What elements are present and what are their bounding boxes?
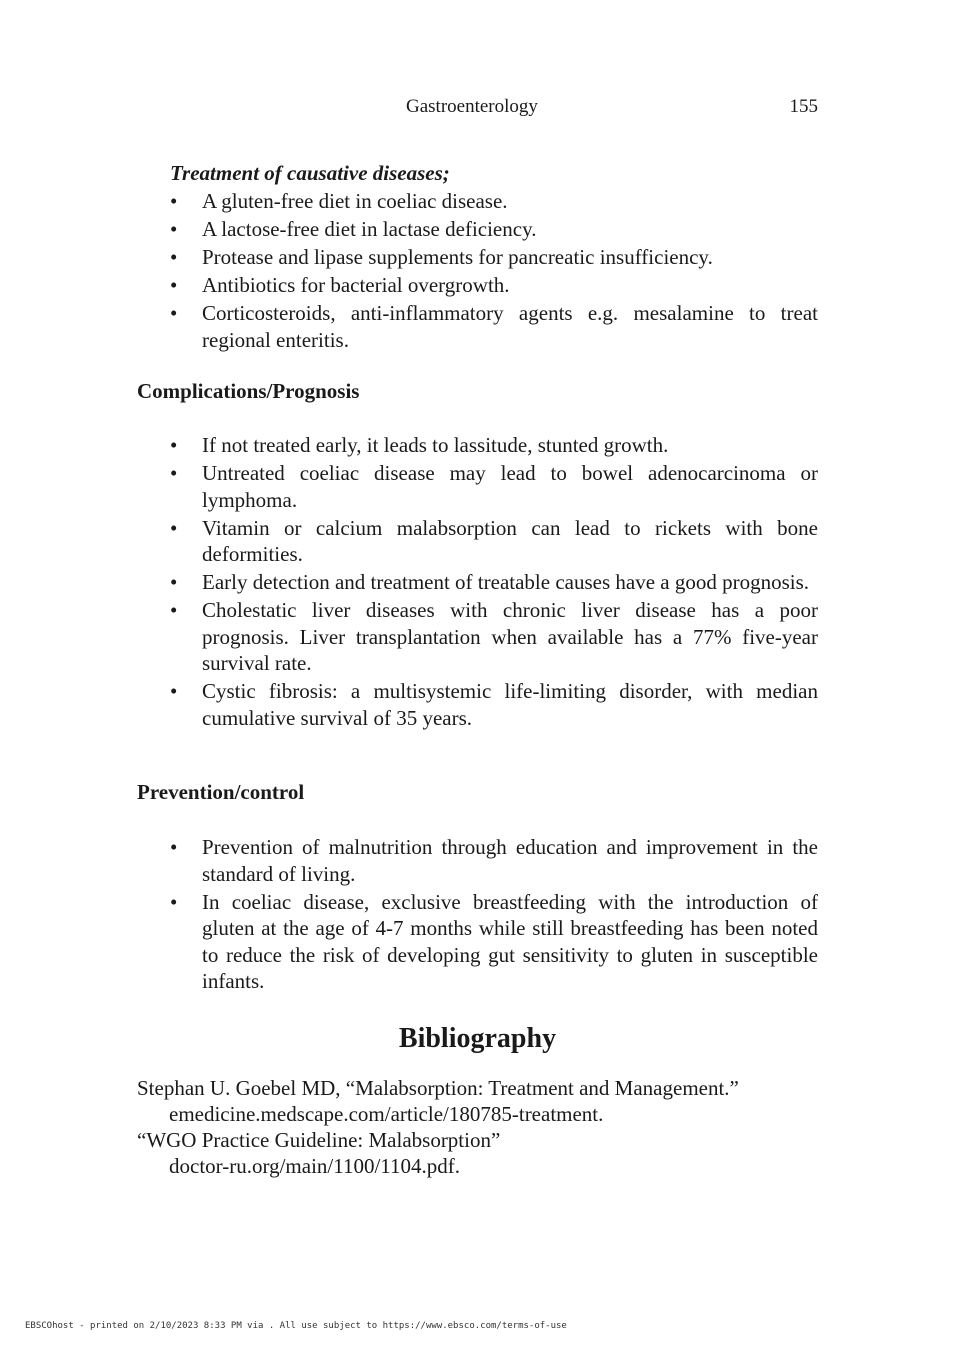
bibliography-heading: Bibliography xyxy=(398,1023,557,1054)
list-item: • Untreated coeliac disease may lead to bowel adenocarcinoma or lymphoma. xyxy=(170,461,818,512)
list-item: • Cystic fibrosis: a multisystemic life-limiting disorder, with median cumulative survival of 35 years. xyxy=(170,679,818,730)
bullet-icon: • xyxy=(170,679,178,703)
reference-entry xyxy=(137,1127,818,1179)
treatment-list xyxy=(170,188,818,355)
list-item: • Vitamin or calcium malabsorption can lead to rickets with bone deformities. xyxy=(170,515,818,566)
complications-list xyxy=(170,432,818,733)
reference-citation: “WGO Practice Guideline: Malabsorption” xyxy=(137,1128,501,1152)
list-item: • Cholestatic liver diseases with chronic liver disease has a poor prognosis. Liver transplantation when available has a 77% five-year survival rate. xyxy=(170,598,818,675)
bullet-icon: • xyxy=(170,245,178,269)
list-item: • Prevention of malnutrition through education and improvement in the standard of living. xyxy=(170,835,818,886)
list-item: • If not treated early, it leads to lassitude, stunted growth. xyxy=(170,433,669,457)
bullet-icon: • xyxy=(170,301,178,325)
list-item: • In coeliac disease, exclusive breastfeeding with the introduction of gluten at the age of 4-7 months while still breastfeeding has been noted to reduce the risk of developing gut sensitivity to gluten in susceptible infants. xyxy=(170,889,818,993)
list-item: • A gluten-free diet in coeliac disease. xyxy=(170,189,508,213)
running-header: Gastroenterology xyxy=(406,96,538,117)
list-item: • Protease and lipase supplements for pancreatic insufficiency. xyxy=(170,245,713,269)
bullet-icon: • xyxy=(170,433,178,457)
bullet-icon: • xyxy=(170,189,178,213)
bullet-icon: • xyxy=(170,835,178,859)
page-number: 155 xyxy=(789,96,818,117)
reference-link[interactable]: emedicine.medscape.com/article/180785-treatment. xyxy=(169,1102,604,1126)
bullet-icon: • xyxy=(170,461,178,485)
bullet-icon: • xyxy=(170,515,178,540)
bullet-icon: • xyxy=(170,217,178,241)
prevention-heading: Prevention/control xyxy=(137,780,305,804)
complications-heading: Complications/Prognosis xyxy=(137,379,360,403)
print-footer: EBSCOhost - printed on 2/10/2023 8:33 PM via . All use subject to https://www.ebsco.com/terms-of-use xyxy=(25,1321,567,1331)
list-item: • Early detection and treatment of treatable causes have a good prognosis. xyxy=(170,570,810,594)
bullet-icon: • xyxy=(170,889,178,914)
bullet-icon: • xyxy=(170,570,178,594)
reference-link[interactable]: doctor-ru.org/main/1100/1104.pdf. xyxy=(169,1154,461,1178)
list-item: • Corticosteroids, anti-inflammatory agents e.g. mesalamine to treat regional enteritis. xyxy=(170,301,818,352)
list-item: • Antibiotics for bacterial overgrowth. xyxy=(170,273,510,297)
list-item: • A lactose-free diet in lactase deficiency. xyxy=(170,217,537,241)
treatment-heading: Treatment of causative diseases; xyxy=(170,161,450,185)
reference-citation: Stephan U. Goebel MD, “Malabsorption: Treatment and Management.” xyxy=(137,1076,739,1100)
reference-entry xyxy=(137,1075,818,1127)
prevention-list xyxy=(170,834,818,996)
bullet-icon: • xyxy=(170,598,178,622)
bullet-icon: • xyxy=(170,273,178,297)
